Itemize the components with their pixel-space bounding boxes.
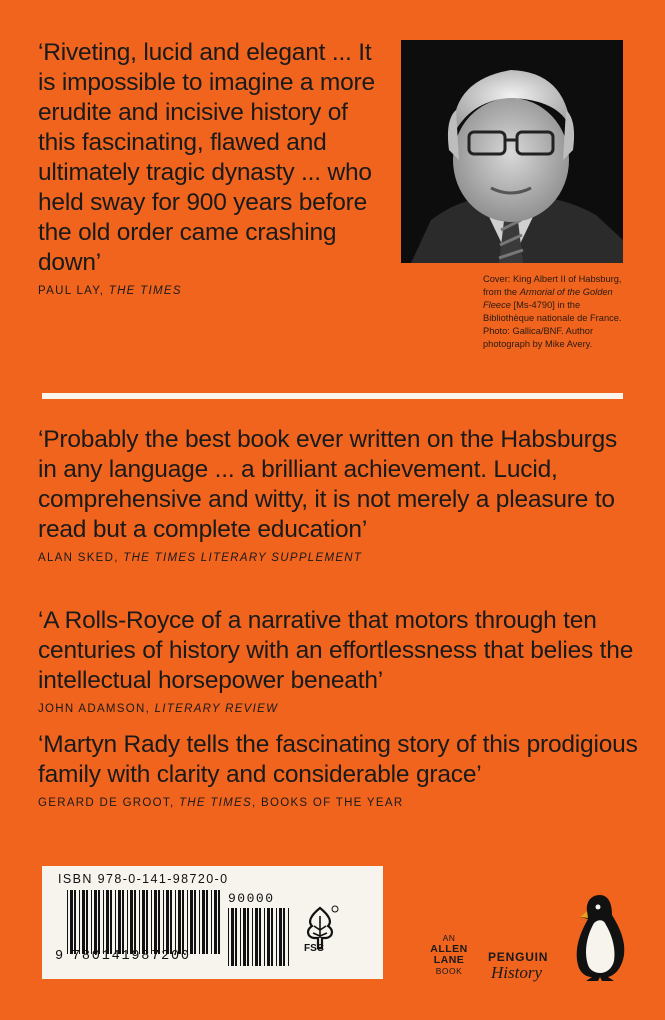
quote-4 — [38, 730, 638, 810]
barcode-bar — [103, 890, 104, 954]
barcode-bar — [82, 890, 85, 954]
barcode-bar — [211, 890, 212, 954]
author-photo — [401, 40, 623, 263]
quote-1-author: PAUL LAY, — [38, 285, 109, 297]
barcode-bar — [127, 890, 128, 954]
quote-1-text: ‘Riveting, lucid and elegant ... It is impossible to imagine a more erudite and incisive history of this fascinating, flawed and ultimately tragic dynasty ... who held sway for 900 years before the old order came crashing down’ — [38, 39, 375, 276]
barcode-bar — [158, 890, 160, 954]
barcode-bar — [264, 908, 265, 966]
credit-text-2: [Ms-4790] in the Bibliothèque nationale de France. Photo: Gallica/BNF. Author photograph by Mike Avery. — [483, 300, 622, 349]
barcode-bar — [231, 908, 234, 966]
barcode-bar — [252, 908, 253, 966]
barcode-bar — [187, 890, 188, 954]
isbn-label: ISBN 978-0-141-98720-0 — [58, 872, 229, 886]
quote-2-source: THE TIMES LITERARY SUPPLEMENT — [123, 552, 363, 564]
barcode-bar — [271, 908, 273, 966]
barcode-bar — [163, 890, 164, 954]
penguin-logo-icon — [572, 893, 628, 983]
barcode-bar — [70, 890, 73, 954]
barcode-bar — [247, 908, 249, 966]
quote-2 — [38, 425, 638, 565]
barcode-bar — [259, 908, 261, 966]
imprint-book: BOOK — [435, 966, 463, 976]
barcode-bar — [190, 890, 193, 954]
barcode-bar — [228, 908, 229, 966]
allen-lane-imprint — [422, 933, 476, 977]
barcode-bar — [255, 908, 258, 966]
quote-1 — [38, 38, 388, 298]
quote-1-source: THE TIMES — [108, 285, 182, 297]
barcode-bar — [288, 908, 289, 966]
barcode-bar — [94, 890, 97, 954]
barcode-panel — [42, 866, 383, 979]
barcode-bar — [166, 890, 169, 954]
quote-3-author: JOHN ADAMSON, — [38, 703, 155, 715]
barcode-bar — [170, 890, 172, 954]
credit-italic: Armorial of the Golden Fleece — [483, 287, 613, 310]
barcode-bar — [218, 890, 220, 954]
barcode-bar — [235, 908, 237, 966]
imprint-an: AN — [442, 933, 456, 943]
barcode-bar — [74, 890, 76, 954]
barcode-bar — [154, 890, 157, 954]
barcode-bar — [151, 890, 152, 954]
barcode-bar — [178, 890, 181, 954]
cover-credit — [483, 273, 623, 351]
credit-text-1: Cover: King Albert II of Habsburg, from the — [483, 274, 622, 297]
imprint-allen: ALLEN — [430, 943, 468, 955]
imprint-lane: LANE — [433, 954, 465, 966]
divider-rule — [42, 393, 623, 399]
barcode-bar — [106, 890, 109, 954]
quote-3-source: LITERARY REVIEW — [154, 703, 279, 715]
barcode-bar — [134, 890, 136, 954]
barcode-bar — [122, 890, 124, 954]
barcode-bar — [91, 890, 92, 954]
quote-4-attribution — [38, 796, 638, 810]
barcode-bar — [98, 890, 100, 954]
barcode-bar — [240, 908, 241, 966]
quote-4-text: ‘Martyn Rady tells the fascinating story of this prodigious family with clarity and considerable grace’ — [38, 731, 638, 788]
fsc-label: FSC — [304, 943, 324, 954]
barcode-bar — [67, 890, 68, 954]
barcode-digits: 780141987200 — [72, 949, 191, 964]
barcode-bar — [199, 890, 200, 954]
barcode-bar — [214, 890, 217, 954]
barcode-bar — [202, 890, 205, 954]
penguin-wordmark: PENGUIN — [488, 950, 549, 964]
barcode-bar — [118, 890, 121, 954]
quote-3 — [38, 606, 638, 716]
barcode-first-digit: 9 — [55, 949, 64, 964]
barcode-bar — [283, 908, 285, 966]
history-wordmark: History — [491, 963, 542, 982]
quote-2-text: ‘Probably the best book ever written on the Habsburgs in any language ... a brilliant achievement. Lucid, comprehensive and witty, it is not merely a pleasure to read but a complete education’ — [38, 426, 618, 543]
barcode-bar — [206, 890, 208, 954]
barcode-bar — [110, 890, 112, 954]
quote-3-attribution — [38, 702, 638, 716]
barcode-bar — [276, 908, 277, 966]
quote-3-text: ‘A Rolls-Royce of a narrative that motors through ten centuries of history with an effortlessness that belies the intellectual horsepower beneath’ — [38, 607, 634, 694]
quote-1-attribution — [38, 284, 388, 298]
barcode-bar — [243, 908, 246, 966]
quote-2-attribution — [38, 551, 638, 565]
quote-2-author: ALAN SKED, — [38, 552, 124, 564]
barcode-bar — [182, 890, 184, 954]
quote-4-suffix: , BOOKS OF THE YEAR — [252, 797, 404, 809]
barcode-bar — [175, 890, 176, 954]
barcode-bar — [267, 908, 270, 966]
quote-4-source: THE TIMES — [178, 797, 252, 809]
barcode-bar — [115, 890, 116, 954]
barcode-bar — [142, 890, 145, 954]
barcode-bar — [194, 890, 196, 954]
barcode-bar — [146, 890, 148, 954]
barcode-bar — [79, 890, 80, 954]
quote-4-author: GERARD DE GROOT, — [38, 797, 179, 809]
barcode-addon-digits: 90000 — [228, 891, 275, 906]
barcode-bar — [279, 908, 282, 966]
barcode-bar — [86, 890, 88, 954]
barcode-bar — [130, 890, 133, 954]
barcode-bar — [139, 890, 140, 954]
